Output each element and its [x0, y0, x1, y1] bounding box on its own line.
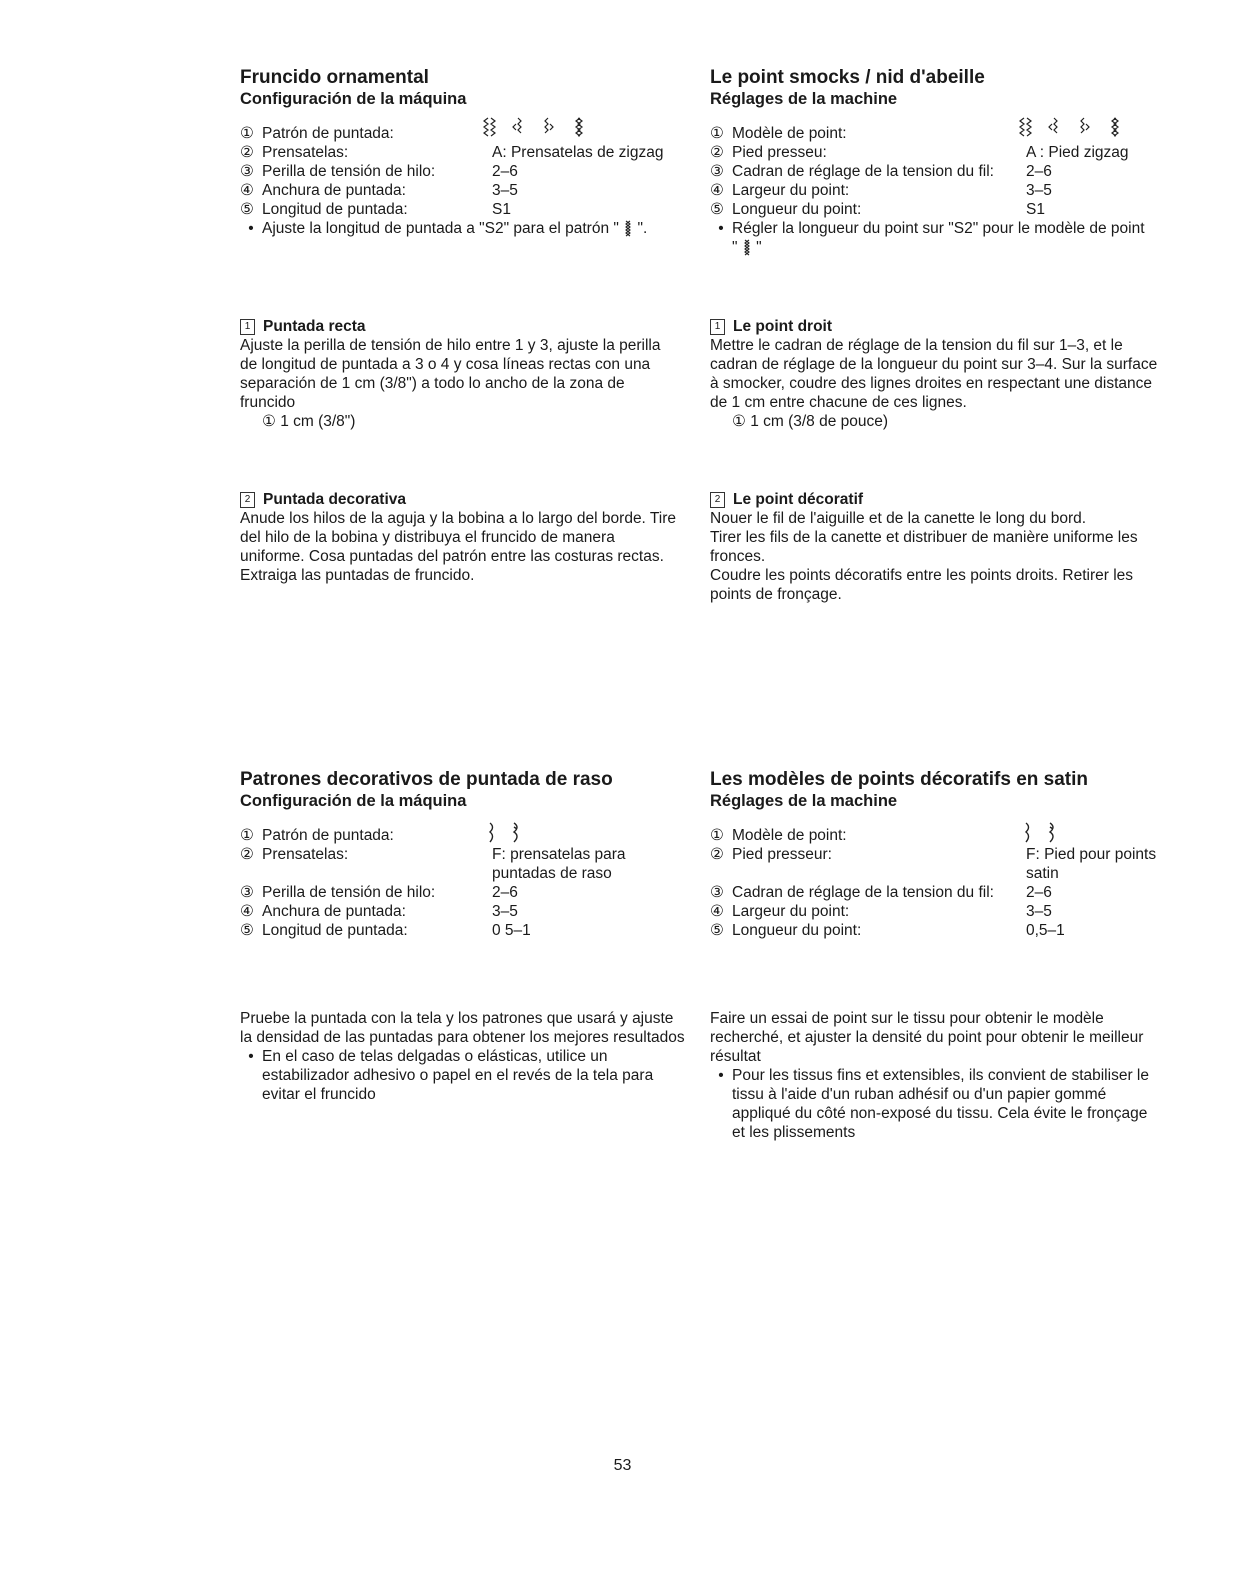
setting-value: 2–6	[1026, 163, 1052, 180]
setting-label: Longueur du point:	[732, 201, 862, 218]
item-number: ③	[240, 884, 254, 901]
setting-row	[240, 181, 710, 200]
setting-value: A: Prensatelas de zigzag	[492, 144, 664, 161]
setting-label: Longueur du point:	[732, 922, 862, 939]
bullet: •	[718, 220, 724, 237]
setting-label: Largeur du point:	[732, 903, 850, 920]
item-number: ⑤	[240, 922, 254, 939]
setting-label: Modèle de point:	[732, 827, 847, 844]
page-number: 53	[613, 1457, 632, 1474]
smocking-stitch-icons	[482, 114, 592, 144]
setting-label: Pied presseu:	[732, 144, 827, 161]
item-number: ①	[240, 125, 254, 142]
setting-label: Modèle de point:	[732, 125, 847, 142]
bullet: •	[248, 220, 254, 237]
item-number: ②	[240, 144, 254, 161]
item-number: ②	[710, 144, 724, 161]
setting-label: Perilla de tensión de hilo:	[262, 163, 436, 180]
item-number: ④	[710, 903, 724, 920]
stitch-icon	[742, 238, 752, 258]
item-number: ⑤	[240, 201, 254, 218]
setting-value: 3–5	[1026, 182, 1052, 199]
section-title: Fruncido ornamental	[240, 67, 429, 88]
settings-list	[710, 826, 1165, 940]
item-number: ③	[240, 163, 254, 180]
left-step-1	[240, 317, 680, 431]
item-number: ④	[710, 182, 724, 199]
setting-value: 3–5	[492, 182, 518, 199]
step-title: 2 Le point décoratif	[710, 490, 1160, 509]
note	[240, 219, 710, 239]
note-text: Régler la longueur du point sur "S2" pour le modèle de point " "	[732, 220, 1145, 257]
setting-row	[710, 124, 1165, 143]
step-text: Nouer le fil de l'aiguille et de la canette le long du bord.	[710, 510, 1087, 527]
setting-label: Longitud de puntada:	[262, 922, 408, 939]
setting-label: Largeur du point:	[732, 182, 850, 199]
step-text: Anude los hilos de la aguja y la bobina a lo largo del borde. Tire del hilo de la bobina y distribuya el fruncido de manera uniforme. Cosa puntadas del patrón entre las costuras rectas. Extraiga las puntadas de fruncido.	[240, 510, 677, 584]
setting-row	[240, 883, 710, 902]
item-number: ③	[710, 884, 724, 901]
setting-row	[710, 902, 1165, 921]
setting-row	[240, 124, 710, 143]
note-text: En el caso de telas delgadas o elásticas, utilice un estabilizador adhesivo o papel en el revés de la tela para evitar el fruncido	[262, 1048, 654, 1103]
settings-list	[240, 124, 710, 239]
setting-label: Patrón de puntada:	[262, 125, 394, 142]
note-text: Pour les tissus fins et extensibles, ils convient de stabiliser le tissu à l'aide d'un ruban adhésif ou d'un papier gommé appliqué du côté non-exposé du tissu. Cela évite le fronçage et les plissements	[732, 1067, 1149, 1141]
setting-row	[710, 143, 1165, 162]
setting-value: 0 5–1	[492, 922, 531, 939]
step-number-box: 1	[240, 319, 255, 335]
right-section-2	[710, 768, 1165, 940]
step-title: 1 Le point droit	[710, 317, 1160, 336]
step-text: Tirer les fils de la canette et distribuer de manière uniforme les fronces.	[710, 529, 1138, 565]
stitch-pattern-icons	[1020, 820, 1070, 846]
setting-value: 3–5	[1026, 903, 1052, 920]
settings-list	[710, 124, 1165, 258]
item-number: ⑤	[710, 201, 724, 218]
section-title: Les modèles de points décoratifs en satin	[710, 769, 1088, 790]
right-step-1	[710, 317, 1160, 431]
left-section-2-text	[240, 1009, 688, 1104]
item-number: ③	[710, 163, 724, 180]
setting-value: 3–5	[492, 903, 518, 920]
setting-label: Cadran de réglage de la tension du fil:	[732, 163, 994, 180]
setting-row	[710, 921, 1165, 940]
body-text: Faire un essai de point sur le tissu pour obtenir le modèle recherché, et ajuster la densité du point pour obtenir le meilleur résultat	[710, 1010, 1144, 1065]
step-text: Coudre les points décoratifs entre les points droits. Retirer les points de fronçage.	[710, 567, 1134, 603]
setting-value: S1	[1026, 201, 1045, 218]
setting-value: S1	[492, 201, 511, 218]
note-text: Ajuste la longitud de puntada a "S2" para el patrón " ".	[262, 220, 648, 238]
stitch-pattern-icons	[482, 114, 592, 144]
setting-row	[710, 181, 1165, 200]
settings-list	[240, 826, 710, 940]
step-number-box: 1	[710, 319, 725, 335]
setting-row	[710, 826, 1165, 845]
note	[240, 1047, 688, 1104]
bullet: •	[248, 1048, 254, 1065]
right-column	[710, 66, 1165, 258]
setting-value: 2–6	[492, 884, 518, 901]
setting-row	[240, 162, 710, 181]
setting-row	[240, 200, 710, 219]
spacer	[240, 864, 710, 883]
item-number: ④	[240, 903, 254, 920]
item-number: ②	[240, 846, 254, 863]
item-number: ①	[710, 125, 724, 142]
setting-value: 2–6	[492, 163, 518, 180]
setting-label: Prensatelas:	[262, 144, 349, 161]
setting-label: Patrón de puntada:	[262, 827, 394, 844]
setting-label: Prensatelas:	[262, 846, 349, 863]
setting-row	[240, 902, 710, 921]
left-column	[240, 66, 710, 239]
note	[710, 1066, 1162, 1142]
stitch-pattern-icons	[1018, 114, 1128, 144]
setting-row	[710, 845, 1165, 882]
item-number: ⑤	[710, 922, 724, 939]
setting-value: 2–6	[1026, 884, 1052, 901]
reference-label: ① 1 cm (3/8")	[262, 413, 356, 430]
step-title: 2 Puntada decorativa	[240, 490, 680, 509]
section-title: Patrones decorativos de puntada de raso	[240, 769, 613, 790]
section-subtitle: Réglages de la machine	[710, 90, 898, 108]
satin-stitch-icons	[484, 820, 534, 846]
smocking-stitch-icons	[1018, 114, 1128, 144]
step-number-box: 2	[240, 492, 255, 508]
setting-label: Pied presseur:	[732, 846, 832, 863]
section-subtitle: Configuración de la máquina	[240, 792, 467, 810]
section-title: Le point smocks / nid d'abeille	[710, 67, 985, 88]
setting-label: Anchura de puntada:	[262, 182, 406, 199]
item-number: ④	[240, 182, 254, 199]
setting-row	[710, 162, 1165, 181]
setting-row	[710, 883, 1165, 902]
step-text: Mettre le cadran de réglage de la tension du fil sur 1–3, et le cadran de réglage de la longueur du point sur 3–4. Sur la surface à smocker, coudre des lignes droites en respectant une distance de 1 cm entre chacune de ces lignes.	[710, 337, 1158, 411]
step-number-box: 2	[710, 492, 725, 508]
left-section-2	[240, 768, 710, 940]
step-title: 1 Puntada recta	[240, 317, 680, 336]
section-subtitle: Réglages de la machine	[710, 792, 898, 810]
item-number: ①	[710, 827, 724, 844]
stitch-pattern-icons	[484, 820, 534, 846]
body-text: Pruebe la puntada con la tela y los patrones que usará y ajuste la densidad de las puntadas para obtener los mejores resultados	[240, 1010, 685, 1046]
right-section-2-text	[710, 1009, 1162, 1142]
item-number: ②	[710, 846, 724, 863]
setting-value: 0,5–1	[1026, 922, 1065, 939]
step-text: Ajuste la perilla de tensión de hilo entre 1 y 3, ajuste la perilla de longitud de puntada a 3 o 4 y cosa líneas rectas con una separación de 1 cm (3/8") a todo lo ancho de la zona de fruncido	[240, 337, 661, 411]
setting-value: F: prensatelas para puntadas de raso	[492, 846, 626, 882]
setting-row	[710, 200, 1165, 219]
note	[710, 219, 1165, 258]
bullet: •	[718, 1067, 724, 1084]
setting-label: Anchura de puntada:	[262, 903, 406, 920]
item-number: ①	[240, 827, 254, 844]
stitch-icon	[623, 219, 633, 239]
setting-row	[240, 921, 710, 940]
reference-label: ① 1 cm (3/8 de pouce)	[732, 413, 889, 430]
setting-label: Perilla de tensión de hilo:	[262, 884, 436, 901]
setting-row	[240, 845, 710, 882]
setting-value: F: Pied pour points satin	[1026, 846, 1157, 882]
section-subtitle: Configuración de la máquina	[240, 90, 467, 108]
setting-value: A : Pied zigzag	[1026, 144, 1129, 161]
setting-row	[240, 143, 710, 162]
setting-label: Longitud de puntada:	[262, 201, 408, 218]
setting-row	[240, 826, 710, 845]
satin-stitch-icons	[1020, 820, 1070, 846]
setting-label: Cadran de réglage de la tension du fil:	[732, 884, 994, 901]
left-step-2	[240, 490, 680, 585]
right-step-2	[710, 490, 1160, 604]
